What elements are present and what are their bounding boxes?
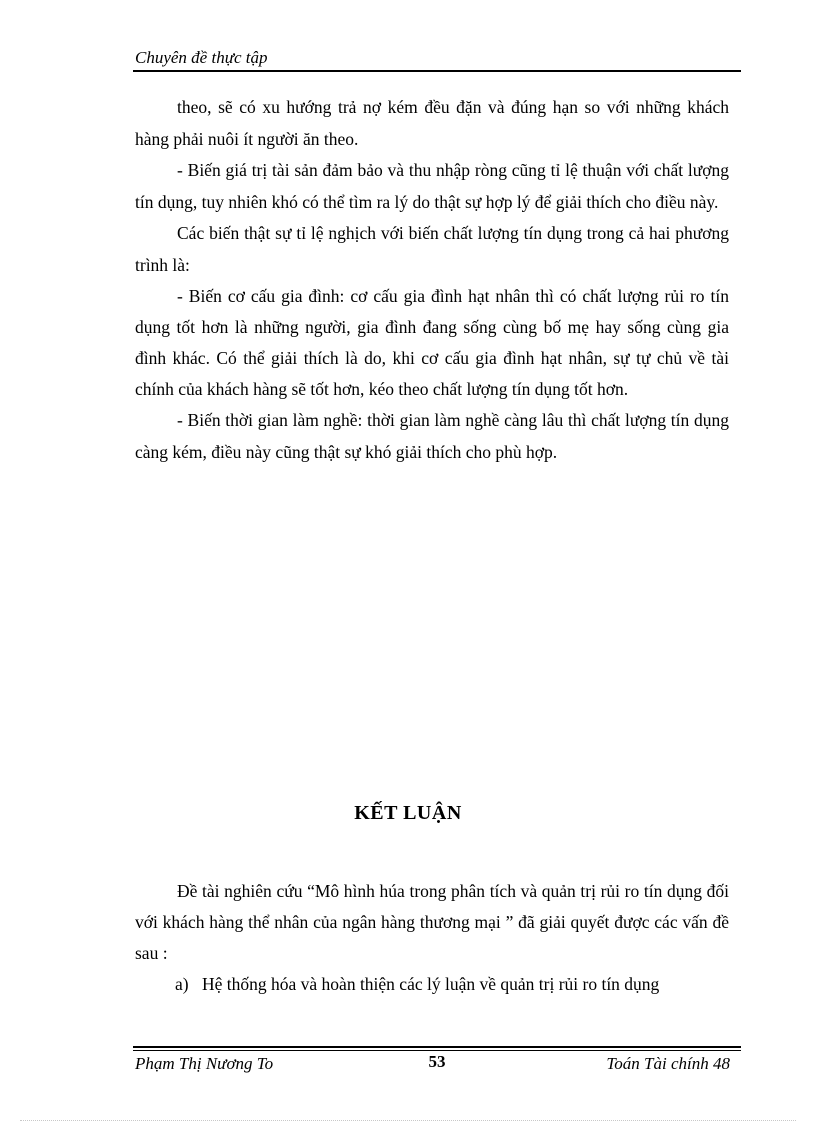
paragraph-continuation: theo, sẽ có xu hướng trả nợ kém đều đặn và đúng hạn so với những khách hàng phải nuôi ít người ăn theo.: [135, 97, 729, 149]
paragraph-inverse-variables: Các biến thật sự tỉ lệ nghịch với biến chất lượng tín dụng trong cả hai phương trình là:: [135, 223, 729, 275]
footer-class: Toán Tài chính 48: [606, 1054, 730, 1073]
footer-rule-thin: [133, 1050, 741, 1051]
list-marker: a): [175, 974, 189, 994]
paragraph-family-structure: - Biến cơ cấu gia đình: cơ cấu gia đình hạt nhân thì có chất lượng rủi ro tín dụng tốt hơn là những người, gia đình đang sống cùng bố mẹ hay sống cùng gia đình khác. Có thể giải thích là do, khi cơ cấu gia đình hạt nhân, sự tự chủ về tài chính của khách hàng sẽ tốt hơn, kéo theo chất lượng tín dụng tốt hơn.: [135, 286, 729, 399]
page-number: 53: [428, 1052, 446, 1071]
list-item-text: Hệ thống hóa và hoàn thiện các lý luận về quản trị rủi ro tín dụng: [202, 974, 660, 994]
paragraph-work-time: - Biến thời gian làm nghề: thời gian làm nghề càng lâu thì chất lượng tín dụng càng kém, điều này cũng thật sự khó giải thích cho phù hợp.: [135, 410, 729, 462]
footer-author: Phạm Thị Nương To: [135, 1054, 274, 1073]
footer-rule: [133, 1046, 741, 1048]
conclusion-section: [135, 876, 729, 1000]
conclusion-intro: Đề tài nghiên cứu “Mô hình húa trong phân tích và quản trị rủi ro tín dụng đối với khách hàng thể nhân của ngân hàng thương mại ” đã giải quyết được các vấn đề sau :: [135, 881, 729, 963]
body-section: [135, 92, 729, 468]
page-edge-divider: [20, 1120, 796, 1121]
paragraph-collateral-income: - Biến giá trị tài sản đảm bảo và thu nhập ròng cũng tỉ lệ thuận với chất lượng tín dụng, tuy nhiên khó có thể tìm ra lý do thật sự hợp lý để giải thích cho điều này.: [135, 160, 729, 212]
header-rule: [133, 70, 741, 72]
running-header-title: Chuyên đề thực tập: [135, 48, 268, 67]
conclusion-heading: KẾT LUẬN: [354, 802, 462, 824]
list-item: [135, 969, 729, 1000]
